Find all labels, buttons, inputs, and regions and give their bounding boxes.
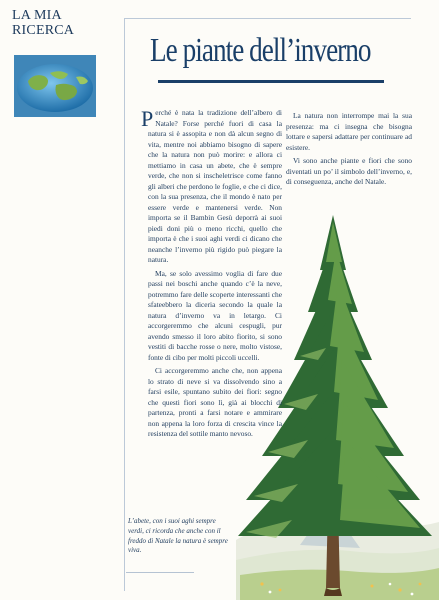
article-column-2 [286, 111, 412, 191]
section-label-line1: LA MIA [12, 8, 62, 23]
paragraph: Ma, se solo avessimo voglia di fare due passi nei boschi anche quando c’è la neve, potremmo fare delle scoperte interessanti che sfateebbero la diceria secondo la quale la natura d’inverno va in letargo. Ci accorgeremmo che alcuni cespugli, pur avendo smesso il loro abito fiorito, si sono vestiti di bacche rosse o nere, molto vistose, fonte di cibo per molti piccoli uccelli. [148, 268, 282, 362]
page-title: Le piante dell’inverno [150, 32, 371, 69]
drop-cap: P [141, 106, 154, 131]
paragraph: Vi sono anche piante e fiori che sono diventati un po’ il simbolo dell’inverno, e, di conseguenza, anche del Natale. [286, 156, 412, 186]
section-label-line2: RICERCA [12, 23, 75, 38]
paragraph: La natura non interrompe mai la sua presenza: ma ci insegna che bisogna lottare e sapersi adattare per continuare ad esistere. [286, 111, 412, 152]
article-column-1 [141, 106, 282, 443]
paragraph: erché è nata la tradizione dell’albero di Natale? Forse perché fuori di casa la natura si è assopita e non dà alcun segno di vita, mentre noi abbiamo bisogno di sapere che la natura non può morire: e allora ci mettiamo in casa un abete, che è sempre verde, che non si inscheletrisce come fanno gli alberi che perdono le foglie, e che ci dice, con la sua presenza, che il mondo è nato per essere verde e mantenersi verde. Non importa se il Bambin Gesù deporrà ai suoi piedi doni più o meno ricchi, quello che importa è che i suoi aghi verdi ci dicano che neanche l’inverno più rigido può piegare la natura. [148, 108, 282, 264]
paragraph: Ci accorgeremmo anche che, non appena lo strato di neve si va dissolvendo sino a farsi esile, spuntano subito dei fiori: segno che questi fiori sono lì, già ai blocchi di partenza, pronti a farsi notare e ammirare non appena la loro forza di crescita vince la resistenza del sottile manto nevoso. [148, 366, 282, 438]
illustration-caption: L’abete, con i suoi aghi sempre verdi, ci ricorda che anche con il freddo di Natale la natura è sempre viva. [128, 517, 228, 555]
caption-divider [126, 572, 194, 573]
